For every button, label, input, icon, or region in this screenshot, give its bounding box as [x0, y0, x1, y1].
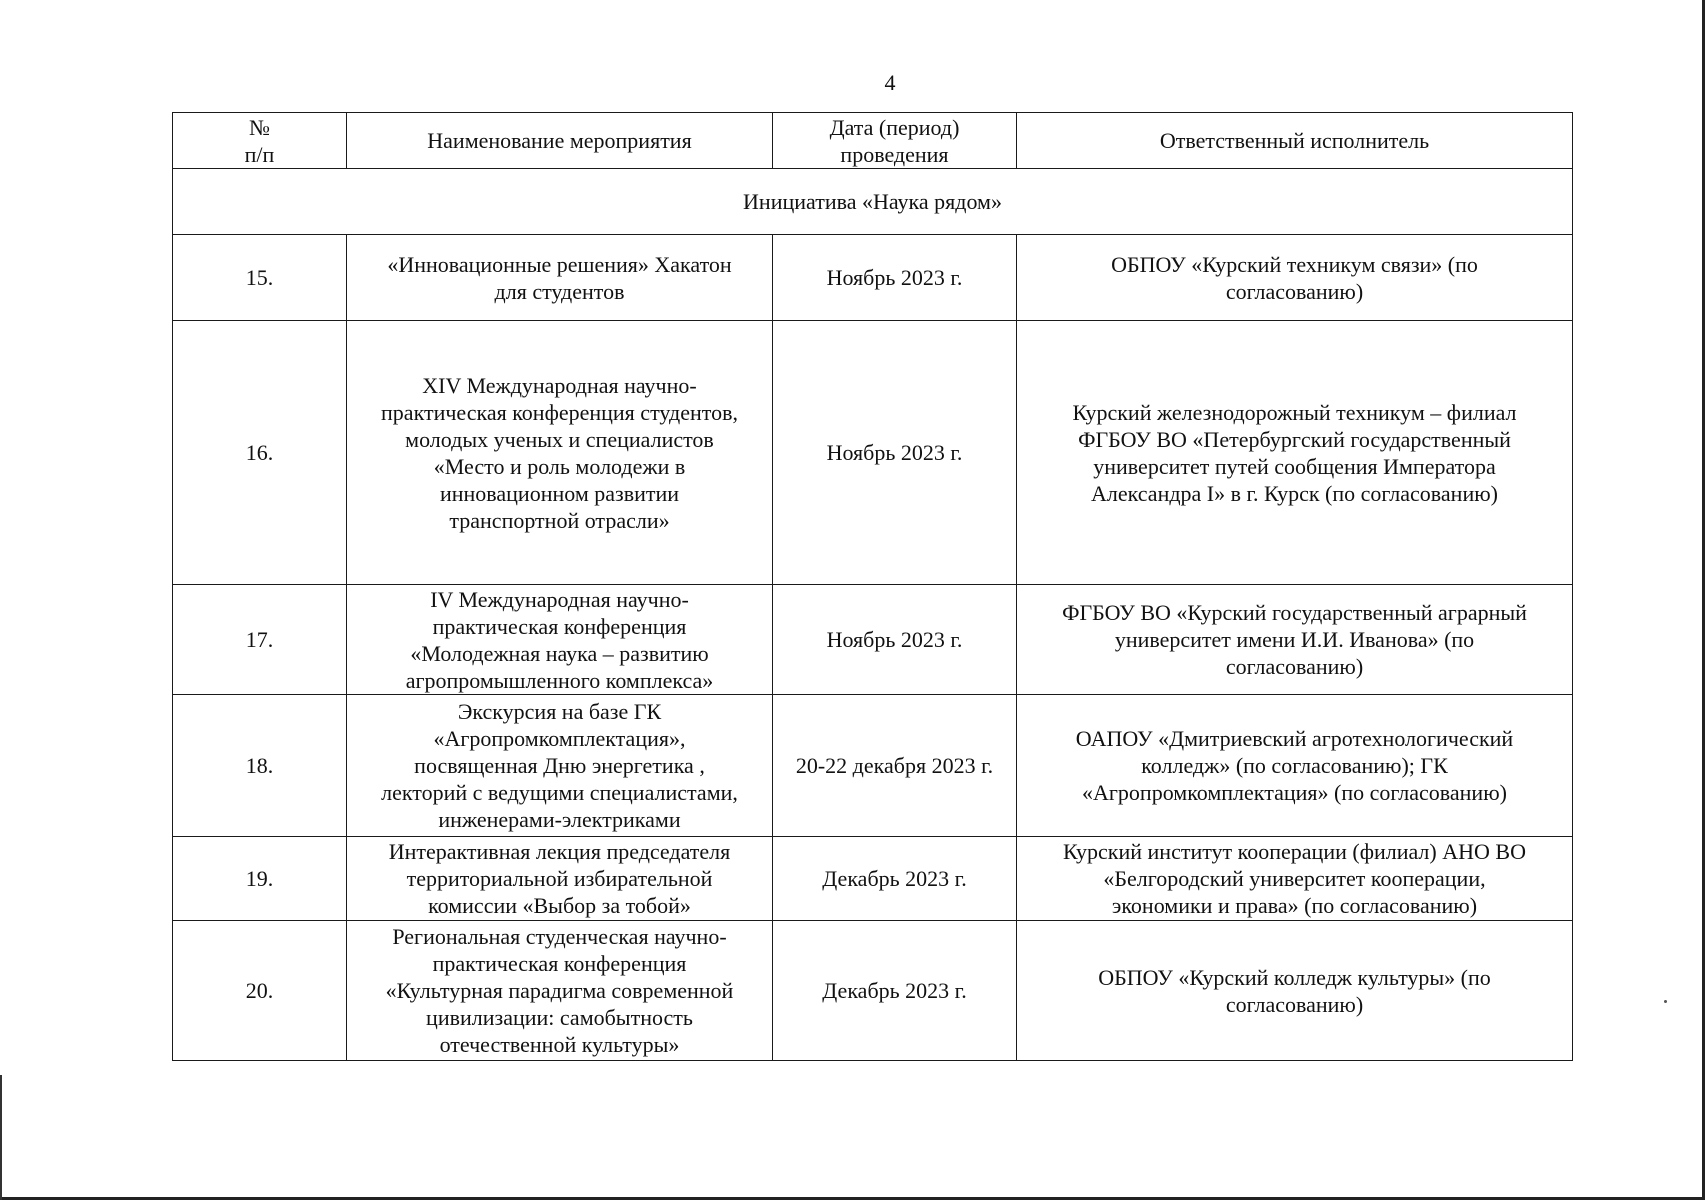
row-number: 18. [173, 695, 347, 837]
table-row [173, 321, 1573, 585]
row-responsible: ОАПОУ «Дмитриевский агротехнологический колледж» (по согласованию); ГК «Агропромкомплектация» (по согласованию) [1017, 695, 1573, 837]
row-event-name: Региональная студенческая научно- практическая конференция «Культурная парадигма современной цивилизации: самобытность отечественной культуры» [347, 921, 773, 1061]
scan-edge-left [0, 1075, 2, 1200]
page-number: 4 [884, 70, 896, 95]
row-responsible: Курский железнодорожный техникум – филиал ФГБОУ ВО «Петербургский государственный университет путей сообщения Императора Александра I» в г. Курск (по согласованию) [1017, 321, 1573, 585]
events-table [172, 112, 1573, 1061]
row-number: 19. [173, 837, 347, 921]
row-date: Ноябрь 2023 г. [773, 321, 1017, 585]
row-event-name: «Инновационные решения» Хакатон для студентов [347, 235, 773, 321]
row-date: Декабрь 2023 г. [773, 837, 1017, 921]
table-header-row [173, 113, 1573, 169]
header-number: № п/п [173, 113, 347, 169]
table-row [173, 235, 1573, 321]
row-number: 20. [173, 921, 347, 1061]
row-date: 20-22 декабря 2023 г. [773, 695, 1017, 837]
row-responsible: Курский институт кооперации (филиал) АНО ВО «Белгородский университет кооперации, экономики и права» (по согласованию) [1017, 837, 1573, 921]
scan-speck [1664, 1000, 1667, 1003]
section-title: Инициатива «Наука рядом» [173, 169, 1573, 235]
table-row [173, 921, 1573, 1061]
row-responsible: ОБПОУ «Курский колледж культуры» (по согласованию) [1017, 921, 1573, 1061]
row-responsible: ОБПОУ «Курский техникум связи» (по согласованию) [1017, 235, 1573, 321]
table-row [173, 837, 1573, 921]
header-responsible: Ответственный исполнитель [1017, 113, 1573, 169]
row-date: Ноябрь 2023 г. [773, 585, 1017, 695]
row-number: 15. [173, 235, 347, 321]
header-date: Дата (период) проведения [773, 113, 1017, 169]
table-row [173, 585, 1573, 695]
row-event-name: Экскурсия на базе ГК «Агропромкомплектация», посвященная Дню энергетика , лекторий с ведущими специалистами, инженерами-электриками [347, 695, 773, 837]
row-date: Декабрь 2023 г. [773, 921, 1017, 1061]
table-row [173, 695, 1573, 837]
section-row [173, 169, 1573, 235]
header-event-name: Наименование мероприятия [347, 113, 773, 169]
row-event-name: XIV Международная научно- практическая конференция студентов, молодых ученых и специалистов «Место и роль молодежи в инновационном развитии транспортной отрасли» [347, 321, 773, 585]
row-date: Ноябрь 2023 г. [773, 235, 1017, 321]
row-responsible: ФГБОУ ВО «Курский государственный аграрный университет имени И.И. Иванова» (по согласованию) [1017, 585, 1573, 695]
row-number: 17. [173, 585, 347, 695]
row-number: 16. [173, 321, 347, 585]
row-event-name: Интерактивная лекция председателя территориальной избирательной комиссии «Выбор за тобой» [347, 837, 773, 921]
row-event-name: IV Международная научно- практическая конференция «Молодежная наука – развитию агропромышленного комплекса» [347, 585, 773, 695]
